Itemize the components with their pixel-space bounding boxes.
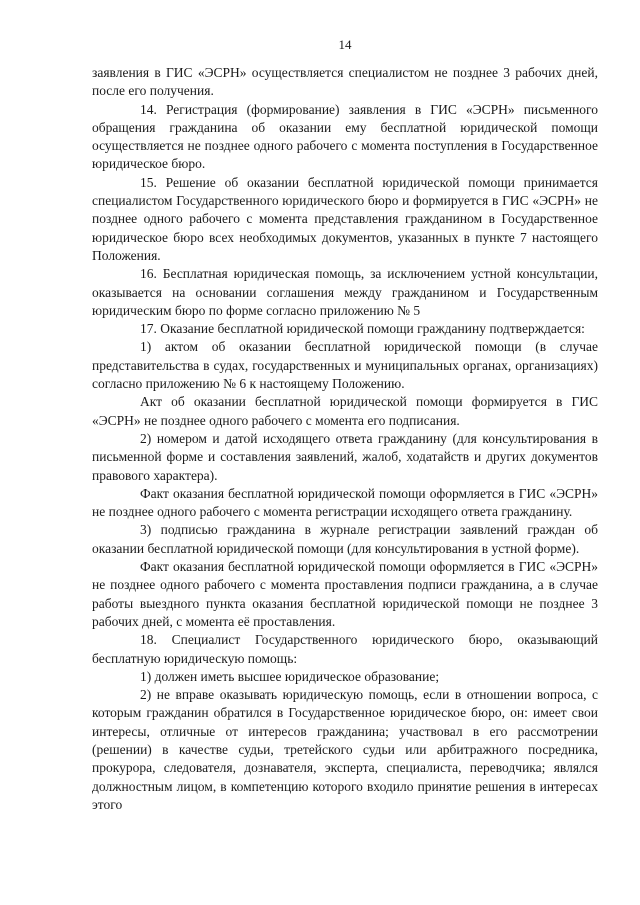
paragraph: 2) не вправе оказывать юридическую помощь, если в отношении вопроса, с которым гражданин обратился в Государственное юридическое бюро, он: имеет свои интересы, отличные от интересов гражданина; участвовал в его рассмотрении (решении) в качестве судьи, третейского судьи или арбитражного посредника, прокурора, следователя, дознавателя, эксперта, специалиста, переводчика; являлся должностным лицом, в компетенцию которого входило принятие решения в интересах этого: [92, 687, 598, 812]
paragraph: Факт оказания бесплатной юридической помощи оформляется в ГИС «ЭСРН» не позднее одного рабочего с момента проставления подписи гражданина, а в случае работы выездного пункта оказания бесплатной юридической помощи не позднее 3 рабочих дней, с момента её проставления.: [92, 559, 598, 629]
paragraph: 18. Специалист Государственного юридического бюро, оказывающий бесплатную юридическую помощь:: [92, 632, 598, 666]
paragraph: 15. Решение об оказании бесплатной юридической помощи принимается специалистом Государственного юридического бюро и формируется в ГИС «ЭСРН» не позднее одного рабочего с момента представления гражданином в Государственное юридическое бюро всех необходимых документов, указанных в пункте 7 настоящего Положения.: [92, 174, 598, 263]
paragraph: 1) должен иметь высшее юридическое образование;: [140, 668, 440, 684]
paragraph: 14. Регистрация (формирование) заявления в ГИС «ЭСРН» письменного обращения гражданина об оказании ему бесплатной юридической помощи осуществляется не позднее одного рабочего с момента поступления в Государственное юридическое бюро.: [92, 101, 598, 172]
paragraph: заявления в ГИС «ЭСРН» осуществляется специалистом не позднее 3 рабочих дней, после его получения.: [92, 65, 598, 99]
paragraph: 2) номером и датой исходящего ответа гражданину (для консультирования в письменной форме и составления заявлений, жалоб, ходатайств и других документов правового характера).: [92, 430, 598, 483]
paragraph: 3) подписью гражданина в журнале регистрации заявлений граждан об оказании бесплатной юридической помощи (для консультирования в устной форме).: [92, 522, 598, 556]
page-number: 14: [338, 37, 352, 52]
paragraph: 17. Оказание бесплатной юридической помощи гражданину подтверждается:: [140, 321, 585, 337]
paragraph: 1) актом об оказании бесплатной юридической помощи (в случае представительства в судах, государственных и муниципальных органах, организациях) согласно приложению № 6 к настоящему Положению.: [92, 339, 598, 392]
document-page: [92, 36, 598, 814]
paragraph: Акт об оказании бесплатной юридической помощи формируется в ГИС «ЭСРН» не позднее одного рабочего с момента его подписания.: [92, 394, 598, 428]
paragraph: Факт оказания бесплатной юридической помощи оформляется в ГИС «ЭСРН» не позднее одного рабочего с момента регистрации исходящего ответа гражданину.: [92, 485, 598, 520]
document-body: [92, 64, 598, 814]
paragraph: 16. Бесплатная юридическая помощь, за исключением устной консультации, оказывается на основании соглашения между гражданином и Государственным юридическим бюро по форме согласно приложению № 5: [92, 266, 598, 318]
